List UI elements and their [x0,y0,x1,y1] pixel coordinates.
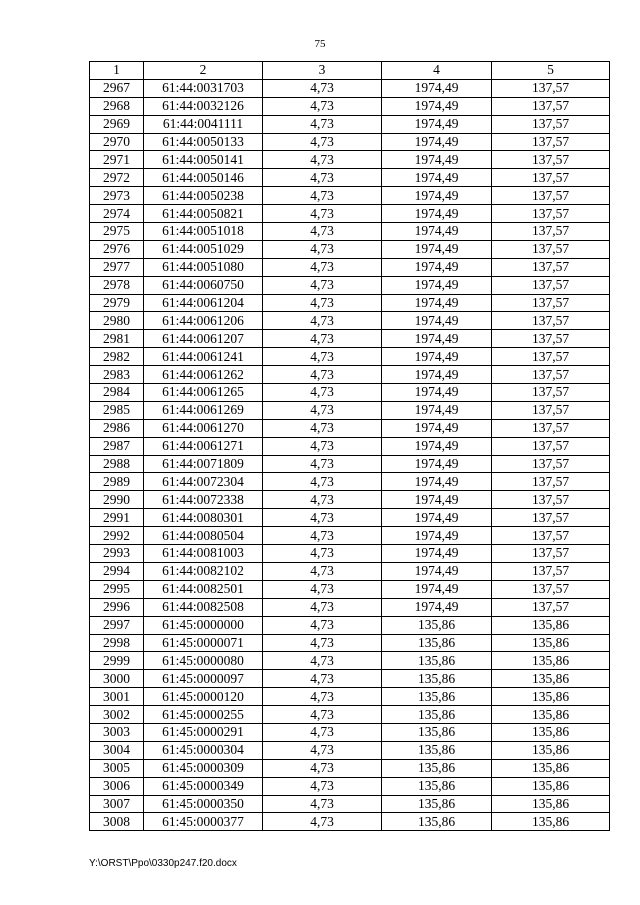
table-cell: 1974,49 [382,97,492,115]
table-cell: 4,73 [263,294,382,312]
table-row [90,115,610,133]
table-cell: 61:45:0000097 [144,670,263,688]
table-cell: 61:45:0000350 [144,795,263,813]
table-cell: 1974,49 [382,276,492,294]
table-cell: 2989 [90,473,144,491]
table-cell: 61:45:0000080 [144,652,263,670]
table-cell: 4,73 [263,616,382,634]
table-cell: 135,86 [382,652,492,670]
table-cell: 1974,49 [382,401,492,419]
table-row [90,455,610,473]
table-cell: 61:44:0051080 [144,258,263,276]
table-cell: 1974,49 [382,223,492,241]
table-cell: 137,57 [492,187,610,205]
table-cell: 4,73 [263,527,382,545]
table-cell: 1974,49 [382,240,492,258]
table-cell: 61:44:0050133 [144,133,263,151]
table-row [90,813,610,831]
table-row [90,276,610,294]
table-cell: 61:44:0061265 [144,384,263,402]
table-row [90,616,610,634]
table-body [90,79,610,830]
table-cell: 61:44:0061206 [144,312,263,330]
table-cell: 2991 [90,509,144,527]
table-cell: 4,73 [263,455,382,473]
table-cell: 4,73 [263,240,382,258]
table-cell: 4,73 [263,169,382,187]
table-cell: 2984 [90,384,144,402]
table-cell: 2979 [90,294,144,312]
table-cell: 4,73 [263,276,382,294]
table-row [90,580,610,598]
table-row [90,688,610,706]
table-cell: 2995 [90,580,144,598]
table-row [90,133,610,151]
table-cell: 135,86 [492,759,610,777]
table-cell: 137,57 [492,205,610,223]
table-cell: 4,73 [263,205,382,223]
table-cell: 4,73 [263,366,382,384]
table-cell: 4,73 [263,79,382,97]
table-cell: 137,57 [492,330,610,348]
table-cell: 3003 [90,723,144,741]
table-row [90,491,610,509]
table-cell: 1974,49 [382,330,492,348]
table-cell: 2986 [90,419,144,437]
table-cell: 3007 [90,795,144,813]
table-cell: 135,86 [492,723,610,741]
table-cell: 61:45:0000309 [144,759,263,777]
table-cell: 2978 [90,276,144,294]
table-cell: 137,57 [492,545,610,563]
table-cell: 2993 [90,545,144,563]
table-cell: 1974,49 [382,151,492,169]
table-cell: 1974,49 [382,509,492,527]
table-cell: 61:44:0031703 [144,79,263,97]
table-cell: 4,73 [263,545,382,563]
table-cell: 1974,49 [382,312,492,330]
table-cell: 4,73 [263,580,382,598]
table-cell: 137,57 [492,562,610,580]
table-cell: 61:45:0000255 [144,706,263,724]
table-cell: 61:44:0050238 [144,187,263,205]
table-cell: 137,57 [492,115,610,133]
table-row [90,670,610,688]
table-cell: 4,73 [263,187,382,205]
table-cell: 61:45:0000304 [144,741,263,759]
table-cell: 3001 [90,688,144,706]
table-row [90,419,610,437]
table-cell: 1974,49 [382,527,492,545]
table-cell: 2988 [90,455,144,473]
table-cell: 61:44:0081003 [144,545,263,563]
table-cell: 3004 [90,741,144,759]
table-row [90,777,610,795]
table-row [90,97,610,115]
table-row [90,312,610,330]
table-cell: 4,73 [263,741,382,759]
table-cell: 137,57 [492,294,610,312]
table-cell: 137,57 [492,455,610,473]
table-cell: 2980 [90,312,144,330]
table-row [90,634,610,652]
table-row [90,723,610,741]
table-cell: 4,73 [263,115,382,133]
table-cell: 135,86 [492,652,610,670]
table-cell: 2973 [90,187,144,205]
table-cell: 2999 [90,652,144,670]
table-cell: 137,57 [492,97,610,115]
table-cell: 137,57 [492,169,610,187]
table-cell: 137,57 [492,133,610,151]
table-cell: 1974,49 [382,169,492,187]
table-cell: 3008 [90,813,144,831]
table-cell: 137,57 [492,223,610,241]
table-cell: 1974,49 [382,473,492,491]
table-cell: 2982 [90,348,144,366]
table-cell: 1974,49 [382,419,492,437]
table-row [90,79,610,97]
table-cell: 2992 [90,527,144,545]
table-row [90,527,610,545]
table-cell: 2985 [90,401,144,419]
table-cell: 4,73 [263,813,382,831]
table-row [90,741,610,759]
table-cell: 4,73 [263,258,382,276]
table-cell: 4,73 [263,312,382,330]
table-cell: 61:44:0082501 [144,580,263,598]
table-cell: 137,57 [492,419,610,437]
table-cell: 135,86 [382,688,492,706]
table-cell: 4,73 [263,151,382,169]
column-header: 5 [492,62,610,80]
column-header: 2 [144,62,263,80]
table-cell: 135,86 [492,688,610,706]
table-row [90,598,610,616]
table-cell: 61:44:0051018 [144,223,263,241]
table-cell: 61:44:0060750 [144,276,263,294]
data-table [89,61,610,831]
table-cell: 2975 [90,223,144,241]
column-header: 1 [90,62,144,80]
table-cell: 2990 [90,491,144,509]
table-row [90,151,610,169]
table-row [90,330,610,348]
table-cell: 1974,49 [382,79,492,97]
table-cell: 137,57 [492,437,610,455]
table-cell: 1974,49 [382,598,492,616]
table-cell: 1974,49 [382,455,492,473]
table-cell: 61:44:0032126 [144,97,263,115]
table-row [90,562,610,580]
table-cell: 61:44:0082102 [144,562,263,580]
table-cell: 135,86 [492,777,610,795]
table-cell: 61:44:0050146 [144,169,263,187]
table-cell: 61:45:0000000 [144,616,263,634]
table-cell: 1974,49 [382,115,492,133]
table-cell: 135,86 [382,777,492,795]
table-row [90,384,610,402]
table-row [90,169,610,187]
table-row [90,205,610,223]
table-cell: 137,57 [492,580,610,598]
table-cell: 2970 [90,133,144,151]
table-cell: 61:45:0000120 [144,688,263,706]
table-cell: 61:44:0072304 [144,473,263,491]
table-cell: 1974,49 [382,491,492,509]
table-cell: 137,57 [492,151,610,169]
table-row [90,545,610,563]
table-cell: 2968 [90,97,144,115]
table-cell: 4,73 [263,634,382,652]
table-row [90,509,610,527]
table-header-row [90,62,610,80]
table-cell: 4,73 [263,759,382,777]
table-cell: 137,57 [492,473,610,491]
table-row [90,366,610,384]
table-cell: 135,86 [492,706,610,724]
table-row [90,348,610,366]
table-cell: 61:44:0061204 [144,294,263,312]
table-cell: 2969 [90,115,144,133]
table-row [90,437,610,455]
table-cell: 137,57 [492,401,610,419]
table-row [90,258,610,276]
table-cell: 4,73 [263,706,382,724]
table-cell: 1974,49 [382,294,492,312]
table-cell: 4,73 [263,562,382,580]
table-cell: 135,86 [382,616,492,634]
table-cell: 4,73 [263,670,382,688]
table-cell: 135,86 [382,670,492,688]
table-cell: 2977 [90,258,144,276]
table-cell: 137,57 [492,276,610,294]
table-cell: 61:44:0071809 [144,455,263,473]
table-row [90,240,610,258]
table-row [90,401,610,419]
table-row [90,706,610,724]
table-cell: 4,73 [263,473,382,491]
table-cell: 1974,49 [382,580,492,598]
table-cell: 61:44:0061271 [144,437,263,455]
table-cell: 135,86 [382,706,492,724]
table-cell: 4,73 [263,777,382,795]
table-cell: 2983 [90,366,144,384]
table-cell: 137,57 [492,348,610,366]
table-cell: 4,73 [263,133,382,151]
table-cell: 4,73 [263,223,382,241]
table-cell: 3005 [90,759,144,777]
table-row [90,759,610,777]
table-cell: 61:45:0000071 [144,634,263,652]
table-cell: 137,57 [492,491,610,509]
table-cell: 137,57 [492,384,610,402]
table-cell: 137,57 [492,312,610,330]
table-cell: 61:44:0061241 [144,348,263,366]
table-cell: 61:45:0000291 [144,723,263,741]
table-cell: 1974,49 [382,205,492,223]
table-cell: 2972 [90,169,144,187]
table-cell: 3006 [90,777,144,795]
table-cell: 137,57 [492,79,610,97]
table-cell: 4,73 [263,419,382,437]
table-cell: 4,73 [263,491,382,509]
table-cell: 135,86 [382,759,492,777]
table-row [90,652,610,670]
table-cell: 4,73 [263,652,382,670]
table-cell: 4,73 [263,384,382,402]
table-cell: 4,73 [263,97,382,115]
table-cell: 61:44:0082508 [144,598,263,616]
table-cell: 4,73 [263,348,382,366]
table-cell: 1974,49 [382,562,492,580]
table-cell: 4,73 [263,330,382,348]
table-cell: 137,57 [492,527,610,545]
table-cell: 1974,49 [382,133,492,151]
table-cell: 2967 [90,79,144,97]
table-cell: 135,86 [492,741,610,759]
table-cell: 135,86 [382,634,492,652]
table-cell: 1974,49 [382,545,492,563]
table-cell: 4,73 [263,401,382,419]
table-cell: 1974,49 [382,366,492,384]
table-cell: 3000 [90,670,144,688]
table-cell: 1974,49 [382,258,492,276]
table-cell: 135,86 [492,634,610,652]
column-header: 3 [263,62,382,80]
table-cell: 61:44:0061207 [144,330,263,348]
table-cell: 61:45:0000349 [144,777,263,795]
table-cell: 4,73 [263,509,382,527]
table-cell: 61:44:0041111 [144,115,263,133]
table-cell: 2974 [90,205,144,223]
table-cell: 1974,49 [382,187,492,205]
page-number: 75 [314,38,326,50]
table-cell: 2971 [90,151,144,169]
footer-file-path: Y:\ORST\Ppo\0330p247.f20.docx [89,858,237,869]
table-cell: 61:44:0080301 [144,509,263,527]
table-cell: 2997 [90,616,144,634]
table-cell: 2981 [90,330,144,348]
table-cell: 61:44:0050141 [144,151,263,169]
table-cell: 137,57 [492,598,610,616]
table-cell: 135,86 [492,813,610,831]
table-cell: 4,73 [263,688,382,706]
table-row [90,795,610,813]
table-cell: 135,86 [382,723,492,741]
table-cell: 137,57 [492,509,610,527]
table-cell: 61:44:0061270 [144,419,263,437]
table-cell: 4,73 [263,598,382,616]
table-cell: 1974,49 [382,348,492,366]
table-cell: 137,57 [492,366,610,384]
table-row [90,473,610,491]
column-header: 4 [382,62,492,80]
table-cell: 137,57 [492,258,610,276]
table-cell: 2994 [90,562,144,580]
table-cell: 4,73 [263,795,382,813]
table-cell: 137,57 [492,240,610,258]
table-row [90,187,610,205]
table-row [90,294,610,312]
table-cell: 1974,49 [382,437,492,455]
table-cell: 61:44:0050821 [144,205,263,223]
table-cell: 2987 [90,437,144,455]
table-cell: 135,86 [492,670,610,688]
table-cell: 135,86 [492,795,610,813]
table-cell: 135,86 [382,741,492,759]
table-cell: 2996 [90,598,144,616]
table-cell: 61:44:0051029 [144,240,263,258]
table-cell: 3002 [90,706,144,724]
table-cell: 2998 [90,634,144,652]
table-row [90,223,610,241]
table-cell: 135,86 [382,795,492,813]
table-cell: 61:44:0072338 [144,491,263,509]
table-cell: 135,86 [382,813,492,831]
table-cell: 61:44:0061262 [144,366,263,384]
table-cell: 1974,49 [382,384,492,402]
table-cell: 2976 [90,240,144,258]
table-cell: 61:45:0000377 [144,813,263,831]
table-cell: 4,73 [263,437,382,455]
table-cell: 135,86 [492,616,610,634]
table-cell: 4,73 [263,723,382,741]
table-cell: 61:44:0080504 [144,527,263,545]
table-cell: 61:44:0061269 [144,401,263,419]
